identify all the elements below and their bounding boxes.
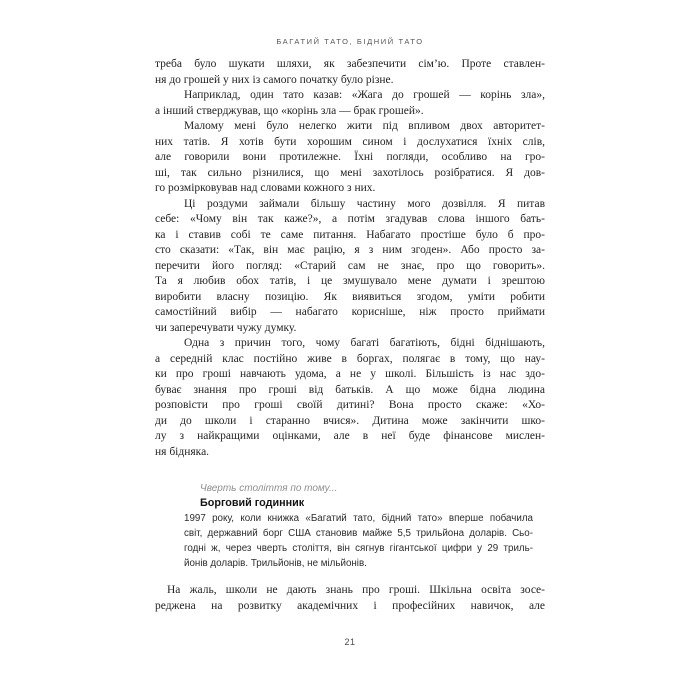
- text-line: ня до грошей у них із самого початку було різне.: [155, 73, 394, 86]
- paragraph: [155, 197, 545, 337]
- text-line: а середній клас постійно живе в боргах, полягає в тому, що нау-: [155, 352, 545, 365]
- text-line: розповісти про гроші своїй дитині? Вона просто скаже: «Хо-: [155, 399, 545, 411]
- paragraph: [155, 119, 545, 197]
- text-line: лу з найкращими оцінками, але в неї буде фінансове мислен-: [155, 430, 545, 442]
- text-line: буває знання про гроші від батьків. А що може бідна людина: [155, 383, 545, 396]
- closing-paragraph: [155, 583, 545, 614]
- text-line: Ці роздуми займали більшу частину мого дозвілля. Я питав: [184, 197, 545, 210]
- text-line: Наприклад, один тато казав: «Жага до грошей — корінь зла»,: [184, 89, 545, 101]
- text-line: але говорили вони протилежне. Їхні погляди, особливо на гро-: [155, 151, 545, 163]
- text-line: ди до школи і старанно вчися». Дитина може закінчити шко-: [155, 414, 545, 427]
- text-line: виробити власну позицію. Як виявиться згодом, уміти робити: [155, 290, 545, 303]
- text-line: На жаль, школи не дають знань про гроші. Шкільна освіта зосе-: [167, 584, 545, 596]
- text-line: 1997 року, коли книжка «Багатий тато, бідний тато» вперше побачила: [184, 513, 533, 524]
- text-line: ші, так сильно різнилися, що мені захотілось розібратися. Я дов-: [155, 166, 545, 179]
- page-content: [155, 57, 545, 614]
- text-line: треба було шукати шляхи, як забезпечити сім’ю. Проте ставлен-: [155, 58, 545, 70]
- debt-clock-callout: [184, 481, 533, 571]
- body-text: [155, 57, 545, 460]
- text-line: самостійний вибір — набагато корисніше, ніж просто приймати: [155, 306, 545, 318]
- text-line: Одна з причин того, чому багаті багатіють, бідні біднішають,: [184, 337, 545, 349]
- text-line: годні ж, через чверть століття, він сягнув гігантської цифри у 29 триль-: [184, 543, 533, 554]
- text-line: а інший стверджував, що «корінь зла — брак грошей».: [155, 104, 424, 117]
- text-line: себе: «Чому він так каже?», а потім згадував слова іншого бать-: [155, 213, 545, 225]
- text-line: ки про гроші навчають удома, а не у школі. Більшість із нас здо-: [155, 368, 545, 380]
- text-line: реджена на розвитку академічних і професійних навичок, але: [155, 599, 545, 612]
- text-line: чи заперечувати чужу думку.: [155, 321, 297, 334]
- paragraph: [155, 57, 545, 88]
- running-header: БАГАТИЙ ТАТО, БІДНИЙ ТАТО: [276, 37, 424, 46]
- paragraph: [155, 88, 545, 119]
- paragraph: [155, 336, 545, 460]
- text-line: перечити його погляд: «Старий сам не знає, про що говорить».: [155, 259, 545, 272]
- page-number: 21: [344, 637, 356, 647]
- text-line: сто сказати: «Так, він має рацію, я з ним згоден». Або просто за-: [155, 244, 545, 256]
- text-line: ка і ставив собі те саме питання. Набагато простіше було б про-: [155, 228, 545, 241]
- text-line: йонів доларів. Трильйонів, не мільйонів.: [184, 558, 367, 569]
- callout-body: [184, 511, 533, 571]
- callout-title: Борговий годинник: [200, 497, 305, 509]
- text-line: Малому мені було нелегко жити під впливом двох авторитет-: [184, 120, 545, 132]
- text-line: них татів. Я хотів бути хорошим сином і дослухатися їхніх слів,: [155, 135, 545, 148]
- text-line: Та я любив обох татів, і це змушувало мене думати і зрештою: [155, 275, 545, 287]
- text-line: ня бідняка.: [155, 445, 210, 458]
- text-line: світ, державний борг США становив майже 5,5 трильйона доларів. Сьо-: [184, 528, 533, 539]
- text-line: го розмірковував над словами кожного з них.: [155, 182, 376, 194]
- callout-lead-in: Чверть століття по тому...: [200, 483, 338, 494]
